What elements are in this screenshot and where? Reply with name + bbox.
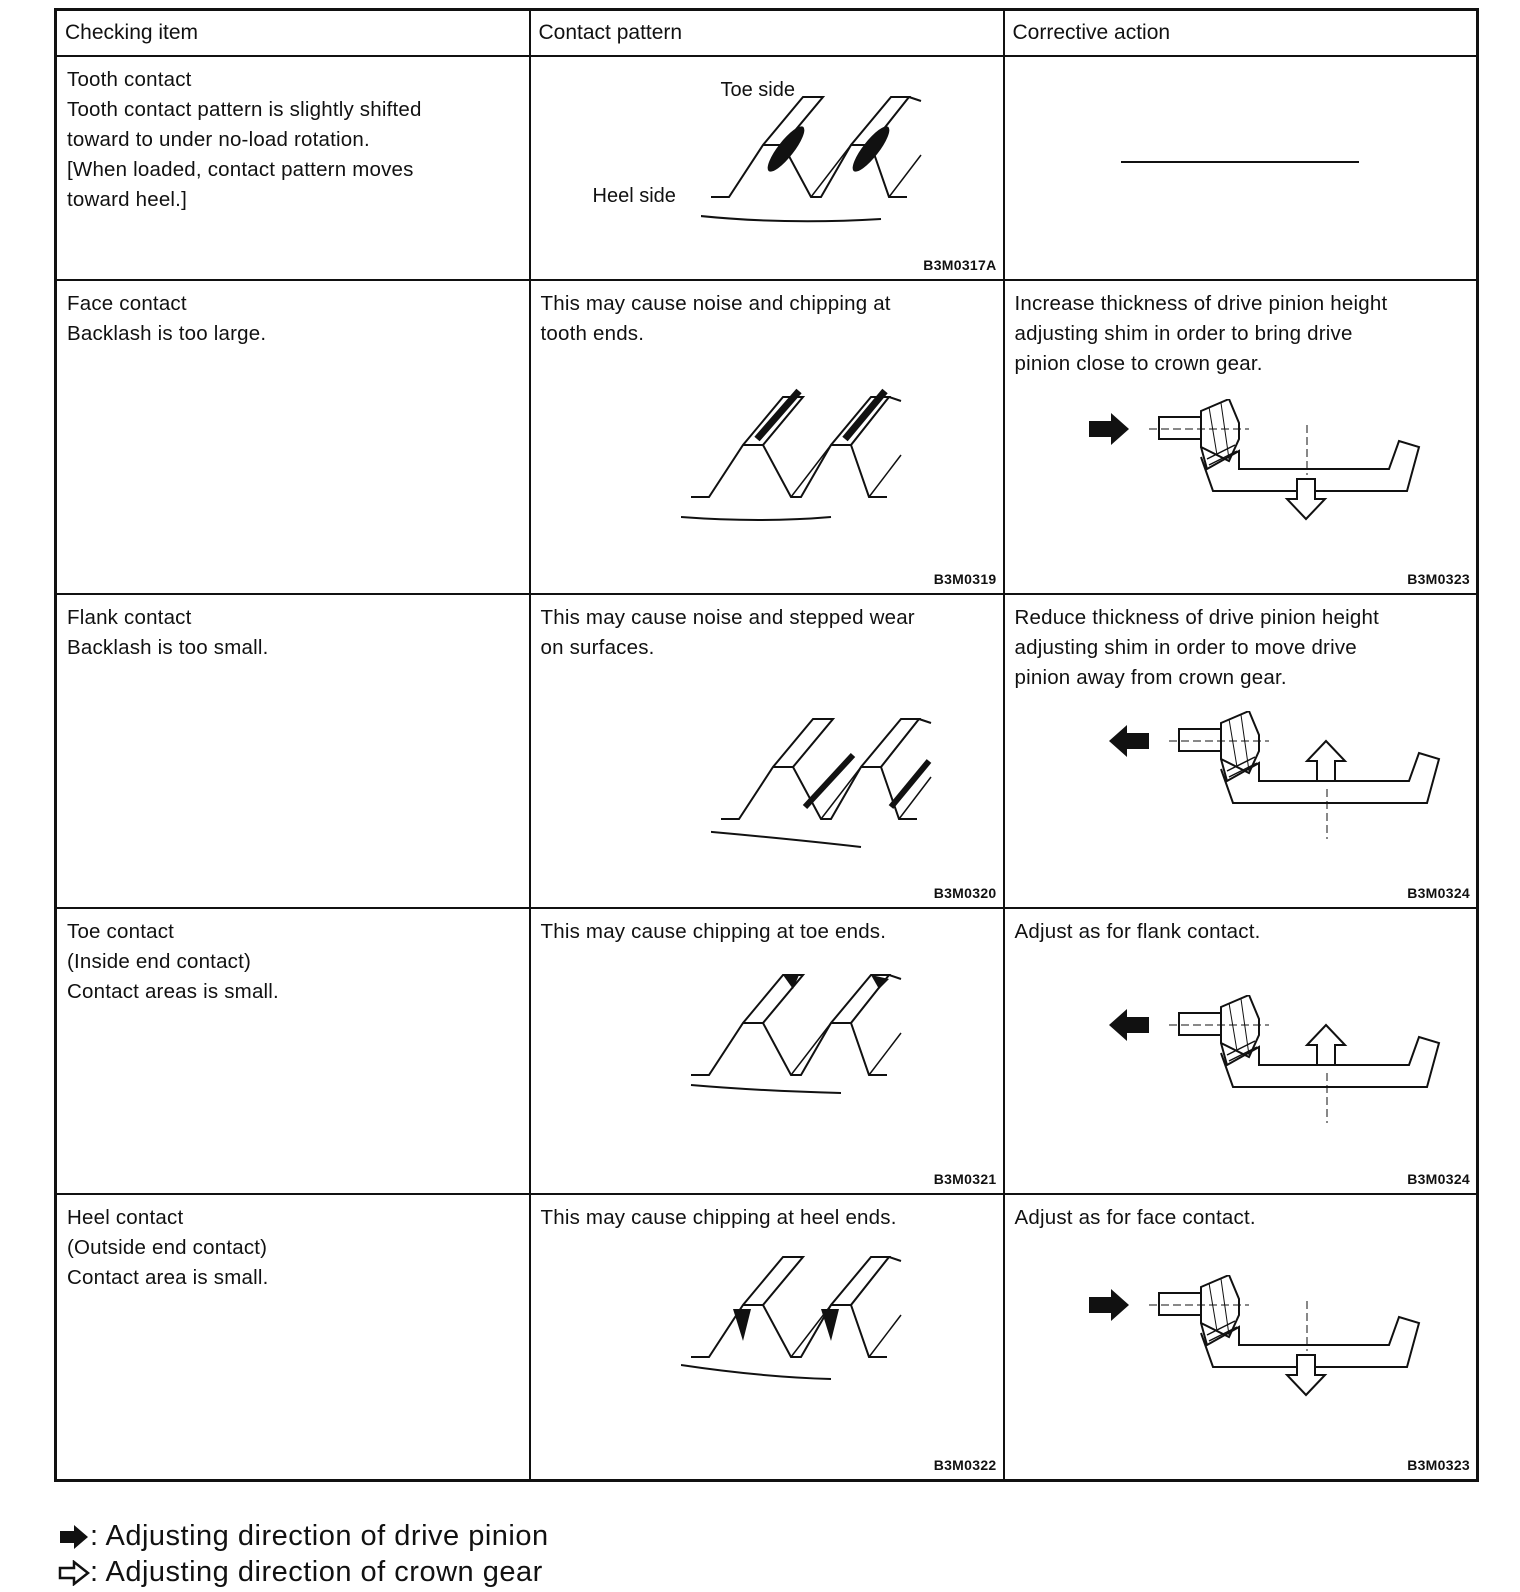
solid-arrow-icon xyxy=(58,1524,90,1550)
toe-side-label: Toe side xyxy=(720,79,795,101)
checking-cell xyxy=(56,56,530,280)
checking-cell xyxy=(56,280,530,594)
gear-contact-table xyxy=(54,8,1479,1482)
checking-line: Backlash is too large. xyxy=(67,322,267,345)
pattern-cell xyxy=(530,56,1004,280)
action-text: Reduce thickness of drive pinion height xyxy=(1014,606,1379,629)
figure-code: B3M0324 xyxy=(1407,1171,1470,1187)
table-row xyxy=(56,1194,1478,1481)
pattern-text: This may cause chipping at toe ends. xyxy=(540,920,887,943)
action-cell xyxy=(1004,1194,1478,1481)
pinion-adjust-diagram xyxy=(1109,995,1449,1125)
pattern-text: This may cause noise and chipping at xyxy=(540,292,891,315)
checking-title: Tooth contact xyxy=(67,68,192,91)
figure-code: B3M0317A xyxy=(923,257,997,273)
face-contact-diagram xyxy=(681,377,911,527)
pinion-adjust-diagram xyxy=(1109,711,1449,841)
checking-title: Face contact xyxy=(67,292,187,315)
action-text: adjusting shim in order to bring drive xyxy=(1014,322,1353,345)
pinion-adjust-diagram xyxy=(1089,1275,1429,1405)
pattern-cell xyxy=(530,280,1004,594)
header-contact-pattern: Contact pattern xyxy=(530,10,1004,57)
action-cell xyxy=(1004,594,1478,908)
table-row xyxy=(56,280,1478,594)
figure-code: B3M0323 xyxy=(1407,571,1470,587)
checking-line: Backlash is too small. xyxy=(67,636,269,659)
toe-contact-diagram xyxy=(681,955,911,1105)
header-corrective-action: Corrective action xyxy=(1004,10,1478,57)
checking-line: (Inside end contact) xyxy=(67,950,252,973)
action-text: pinion away from crown gear. xyxy=(1014,666,1287,689)
table-row xyxy=(56,908,1478,1194)
figure-code: B3M0320 xyxy=(933,885,997,901)
no-action-line xyxy=(1121,161,1359,163)
flank-contact-diagram xyxy=(711,699,941,849)
table-row xyxy=(56,594,1478,908)
pattern-cell xyxy=(530,1194,1004,1481)
action-text: adjusting shim in order to move drive xyxy=(1014,636,1357,659)
outline-arrow-icon xyxy=(58,1560,90,1586)
action-cell xyxy=(1004,908,1478,1194)
action-text: Adjust as for face contact. xyxy=(1014,1206,1256,1229)
figure-code: B3M0324 xyxy=(1407,885,1470,901)
heel-contact-diagram xyxy=(681,1237,911,1387)
checking-line: [When loaded, contact pattern moves xyxy=(67,158,414,181)
pattern-text: tooth ends. xyxy=(540,322,645,345)
figure-code: B3M0321 xyxy=(933,1171,997,1187)
legend-crown-gear xyxy=(58,1556,543,1589)
checking-line: Tooth contact pattern is slightly shifted xyxy=(67,98,422,121)
action-cell xyxy=(1004,280,1478,594)
header-row xyxy=(56,10,1478,57)
figure-code: B3M0323 xyxy=(1407,1457,1470,1473)
header-checking-item: Checking item xyxy=(56,10,530,57)
legend-drive-pinion xyxy=(58,1520,549,1553)
checking-cell xyxy=(56,1194,530,1481)
checking-cell xyxy=(56,594,530,908)
table-row xyxy=(56,56,1478,280)
checking-line: toward heel.] xyxy=(67,188,187,211)
checking-title: Flank contact xyxy=(67,606,192,629)
checking-line: Contact areas is small. xyxy=(67,980,279,1003)
pattern-text: This may cause noise and stepped wear xyxy=(540,606,915,629)
action-text: Increase thickness of drive pinion height xyxy=(1014,292,1388,315)
legend-text: : Adjusting direction of crown gear xyxy=(90,1556,543,1588)
pinion-adjust-diagram xyxy=(1089,399,1429,529)
checking-title: Toe contact xyxy=(67,920,175,943)
heel-side-label: Heel side xyxy=(592,185,676,207)
figure-code: B3M0319 xyxy=(933,571,997,587)
checking-cell xyxy=(56,908,530,1194)
action-text: pinion close to crown gear. xyxy=(1014,352,1263,375)
pattern-text: on surfaces. xyxy=(540,636,655,659)
action-text: Adjust as for flank contact. xyxy=(1014,920,1261,943)
pattern-cell xyxy=(530,594,1004,908)
pattern-text: This may cause chipping at heel ends. xyxy=(540,1206,897,1229)
figure-code: B3M0322 xyxy=(933,1457,997,1473)
legend-text: : Adjusting direction of drive pinion xyxy=(90,1520,549,1552)
checking-line: Contact area is small. xyxy=(67,1266,269,1289)
action-cell xyxy=(1004,56,1478,280)
pattern-cell xyxy=(530,908,1004,1194)
checking-line: toward to under no-load rotation. xyxy=(67,128,370,151)
checking-title: Heel contact xyxy=(67,1206,184,1229)
checking-line: (Outside end contact) xyxy=(67,1236,268,1259)
